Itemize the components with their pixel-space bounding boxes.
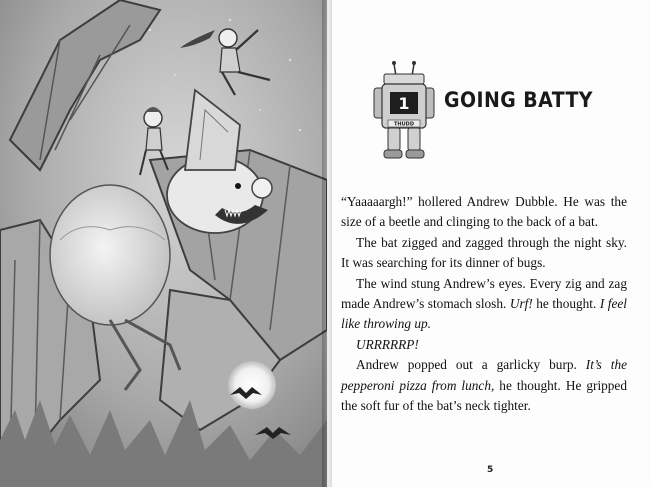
paragraph-text: The wind stung Andrew’s eyes. Every zig and zag made Andrew’s stomach slosh. [341, 275, 627, 312]
page-number: 5 [487, 465, 494, 475]
chapter-body [341, 192, 627, 416]
paragraph-text: he thought. He gripped the soft fur of the bat’s neck tighter. [341, 377, 627, 414]
chapter-title: GOING BATTY [444, 88, 593, 112]
paragraph-text: he thought. [532, 296, 600, 312]
paragraph-italic: It’s the pepperoni pizza from lunch, [341, 357, 627, 393]
chapter-number: 1 [398, 94, 410, 113]
text-page [332, 0, 650, 487]
paragraph-text: Andrew popped out a garlicky burp. [356, 357, 586, 373]
paragraph-italic: URRRRRP! [356, 336, 419, 352]
paragraph [341, 355, 627, 416]
robot-badge-label: THUDD [394, 121, 414, 128]
paragraph-italic: Urf! [509, 296, 533, 312]
paragraph [341, 274, 627, 335]
paragraph-italic: I feel like throwing up. [341, 296, 627, 332]
robot-chapter-icon [372, 58, 436, 162]
paragraph [341, 335, 627, 355]
paragraph: “Yaaaaargh!” hollered Andrew Dubble. He was the size of a beetle and clinging to the back of a bat. [341, 194, 627, 230]
paragraph: The bat zigged and zagged through the night sky. It was searching for its dinner of bugs. [341, 234, 627, 271]
